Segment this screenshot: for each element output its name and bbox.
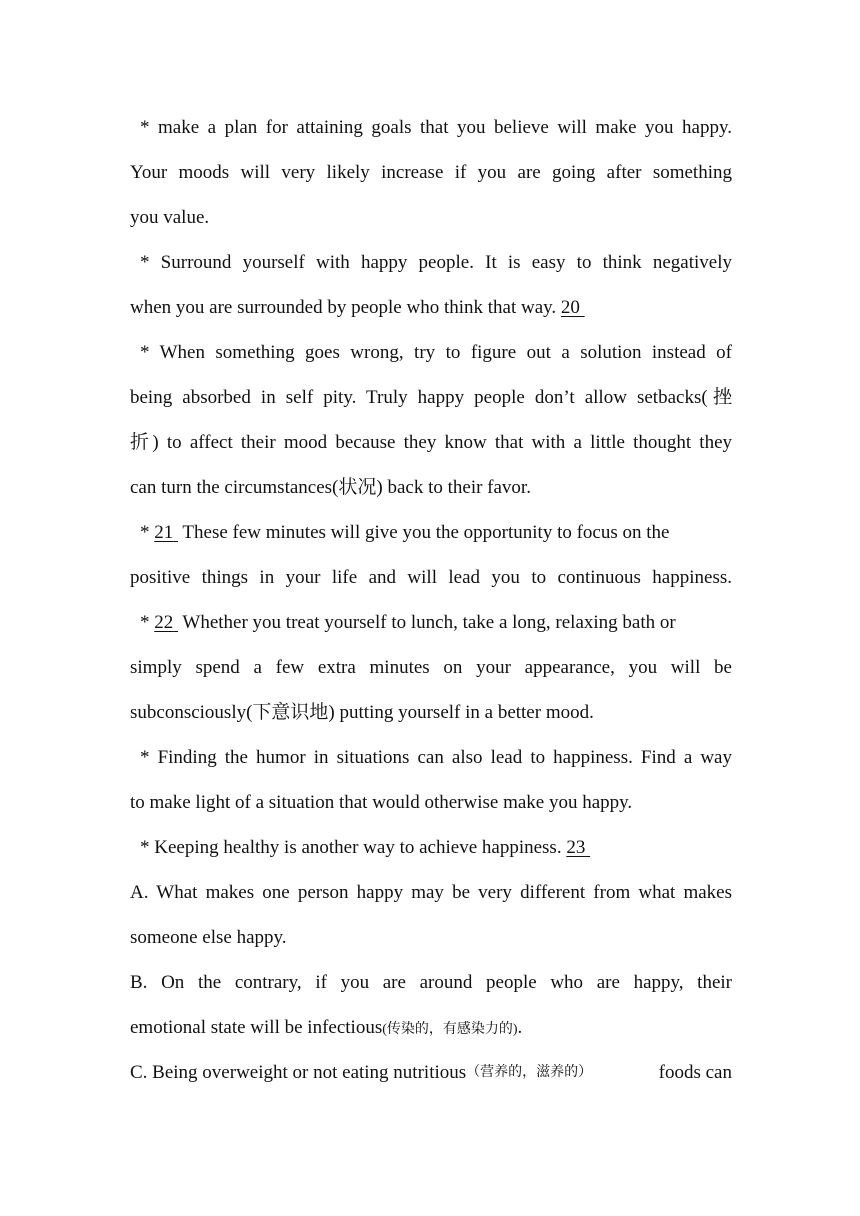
text-segment: emotional state will be infectious bbox=[130, 1017, 383, 1038]
answer-blank: 22 bbox=[154, 612, 174, 633]
text-segment: * bbox=[140, 522, 155, 543]
text-segment: 折) to affect their mood because they know that with a little thought they bbox=[130, 432, 732, 453]
text-line bbox=[130, 600, 732, 645]
text-line bbox=[130, 735, 732, 780]
gloss-note: （营养的，滋养的） bbox=[466, 1065, 593, 1080]
text-line bbox=[130, 510, 732, 555]
text-segment: These few minutes will give you the opportunity to focus on the bbox=[178, 522, 670, 543]
text-segment: * bbox=[140, 612, 155, 633]
text-segment: Your moods will very likely increase if you are going after something bbox=[130, 162, 732, 183]
text-segment: * Keeping healthy is another way to achieve happiness. bbox=[140, 837, 567, 858]
option-line bbox=[130, 915, 732, 960]
text-segment: subconsciously(下意识地) putting yourself in a better mood. bbox=[130, 702, 594, 723]
text-line bbox=[130, 645, 732, 690]
text-segment: foods can bbox=[658, 1062, 732, 1083]
text-line bbox=[130, 420, 732, 465]
text-line bbox=[130, 465, 732, 510]
text-line bbox=[130, 195, 732, 240]
text-line bbox=[130, 105, 732, 150]
text-line bbox=[130, 375, 732, 420]
text-segment: you value. bbox=[130, 207, 210, 228]
text-segment: * Finding the humor in situations can also lead to happiness. Find a way bbox=[140, 747, 732, 768]
gloss-note: (传染的，有感染力的) bbox=[382, 1022, 518, 1037]
text-segment: C. Being overweight or not eating nutritious bbox=[130, 1062, 467, 1083]
text-segment: * make a plan for attaining goals that you believe will make you happy. bbox=[140, 117, 732, 138]
text-line bbox=[130, 825, 732, 870]
text-line bbox=[130, 150, 732, 195]
text-line bbox=[130, 690, 732, 735]
option-line bbox=[130, 960, 732, 1005]
text-line bbox=[130, 555, 732, 600]
text-segment: to make light of a situation that would otherwise make you happy. bbox=[130, 792, 633, 813]
document-page bbox=[130, 105, 732, 1095]
text-segment: can turn the circumstances(状况) back to their favor. bbox=[130, 477, 531, 498]
text-segment: A. What makes one person happy may be very different from what makes bbox=[130, 882, 732, 903]
text-segment: * When something goes wrong, try to figure out a solution instead of bbox=[140, 342, 732, 363]
text-segment: B. On the contrary, if you are around people who are happy, their bbox=[130, 972, 732, 993]
option-line bbox=[130, 870, 732, 915]
answer-blank: 20 bbox=[560, 297, 580, 318]
answer-blank: 23 bbox=[566, 837, 586, 858]
text-segment: simply spend a few extra minutes on your appearance, you will be bbox=[130, 657, 732, 678]
option-line bbox=[130, 1005, 732, 1050]
text-segment: * Surround yourself with happy people. It is easy to think negatively bbox=[140, 252, 732, 273]
text-segment: Whether you treat yourself to lunch, take a long, relaxing bath or bbox=[178, 612, 676, 633]
answer-blank: 21 bbox=[154, 522, 174, 543]
text-line bbox=[130, 285, 732, 330]
text-line bbox=[130, 240, 732, 285]
text-segment: someone else happy. bbox=[130, 927, 287, 948]
text-segment: . bbox=[517, 1017, 523, 1038]
text-line bbox=[130, 330, 732, 375]
text-segment: being absorbed in self pity. Truly happy people don’t allow setbacks(挫 bbox=[130, 387, 732, 408]
text-segment: positive things in your life and will lead you to continuous happiness. bbox=[130, 567, 732, 588]
option-line bbox=[130, 1050, 732, 1095]
text-segment: when you are surrounded by people who think that way. bbox=[130, 297, 561, 318]
text-line bbox=[130, 780, 732, 825]
